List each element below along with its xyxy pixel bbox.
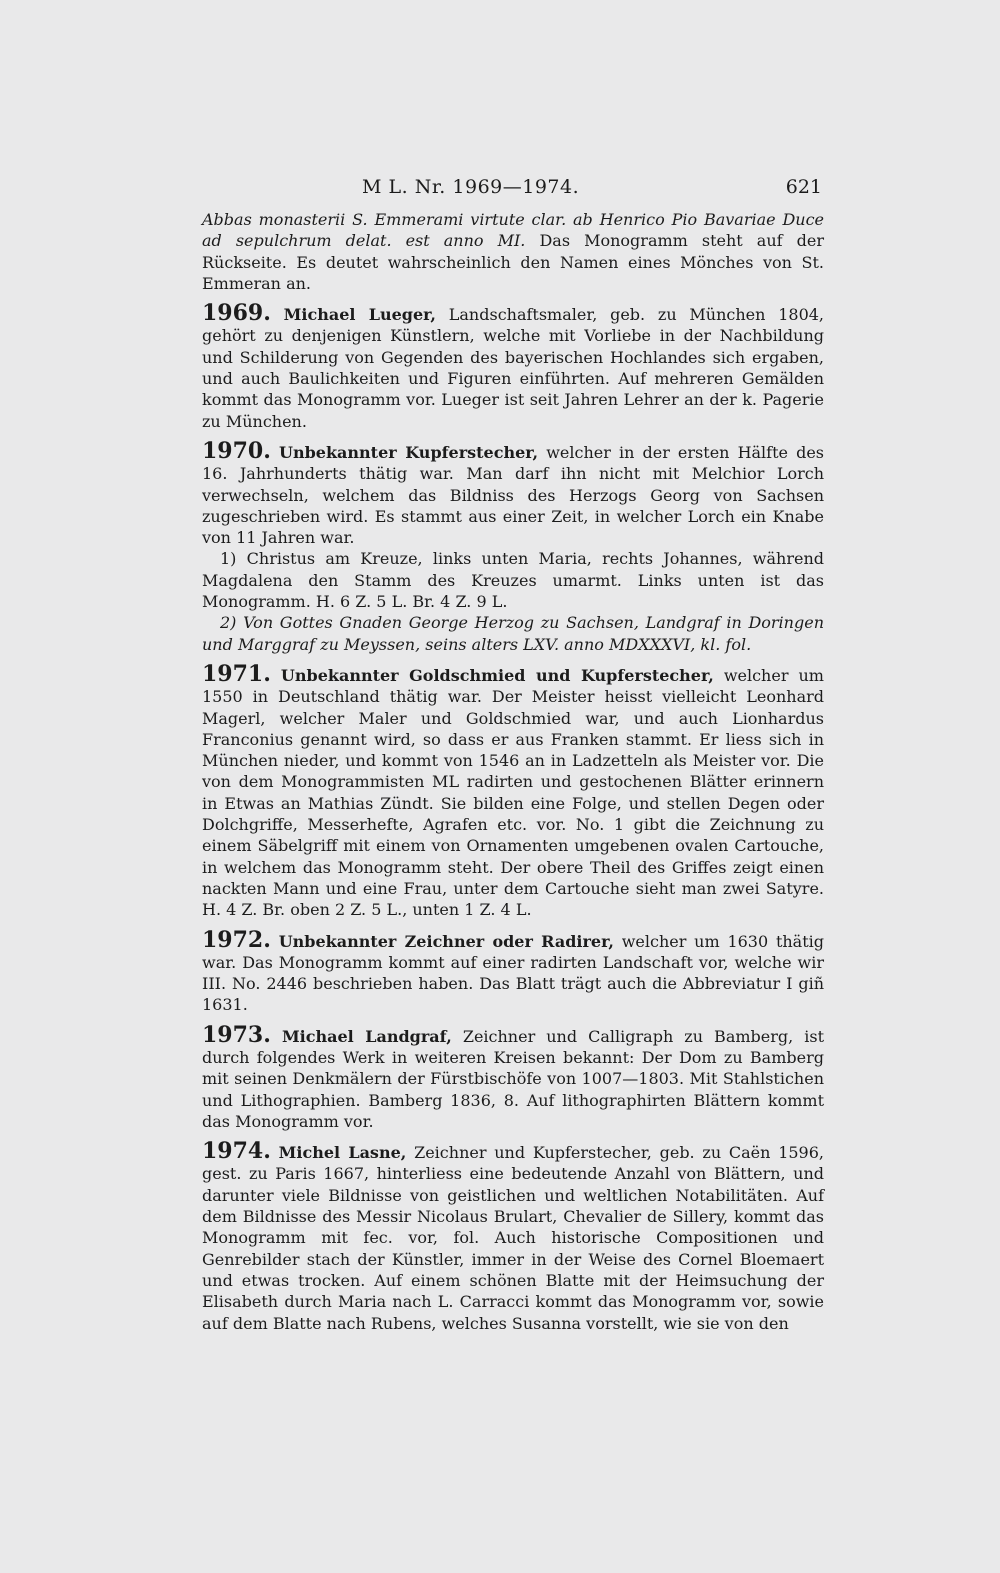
intro-paragraph — [202, 209, 824, 294]
entry-number: 1973. — [202, 1021, 271, 1048]
entry-text: Zeichner und Kupferstecher, geb. zu Caën 1596, gest. zu Paris 1667, hinterliess eine bedeutende Anzahl von Blättern, und darunter viele Bildnisse von geistlichen und weltlichen Notabilitäten. Auf dem Bildnisse des Messir Nicolaus Brulart, Chevalier de Sillery, kommt das Monogramm mit fec. vor, fol. Auch historische Compositionen und Genrebilder stach der Künstler, immer in der Weise des Cornel Bloemaert und etwas trocken. Auf einem schönen Blatte mit der Heimsuchung der Elisabeth durch Maria nach L. Carracci kommt das Monogramm vor, sowie auf dem Blatte nach Rubens, welches Susanna vorstellt, wie sie von den — [202, 1143, 825, 1333]
entry-number: 1972. — [202, 926, 271, 953]
entry-name: Michael Lueger, — [283, 305, 436, 325]
entry-1970 — [202, 437, 825, 655]
entry-text: Landschaftsmaler, geb. zu München 1804, gehört zu denjenigen Künstlern, welche mit Vorliebe in der Nachbildung und Schilderung von Gegenden des bayerischen Hochlandes sich ergaben, und auch Baulichkeiten und Figuren einführten. Auf mehreren Gemälden kommt das Monogramm vor. Lueger ist seit Jahren Lehrer an der k. Pagerie zu München. — [202, 305, 825, 431]
entry-number: 1970. — [202, 437, 271, 464]
entry-1971 — [202, 660, 824, 921]
list-item: 2) Von Gottes Gnaden George Herzog zu Sachsen, Landgraf in Doringen und Marggraf zu Meyssen, seins alters LXV. anno MDXXXVI, kl. fol. — [202, 613, 824, 654]
entry-1973 — [202, 1021, 825, 1132]
entry-1974 — [202, 1138, 825, 1334]
entry-name: Michel Lasne, — [278, 1143, 407, 1163]
entry-1969 — [202, 300, 825, 432]
list-item: 1) Christus am Kreuze, links unten Maria, rechts Johannes, während Magdalena den Stamm des Kreuzes umarmt. Links unten ist das Monogramm. H. 6 Z. 5 L. Br. 4 Z. 9 L. — [202, 549, 824, 612]
page-header — [202, 176, 822, 206]
entry-number: 1974. — [202, 1138, 271, 1165]
entry-name: Unbekannter Zeichner oder Radirer, — [278, 931, 614, 951]
entry-number: 1971. — [202, 660, 271, 687]
entry-1972 — [202, 926, 825, 1016]
intro-latin: Abbas monasterii S. Emmerami virtute clar. ab Henrico Pio Bavariae Duce ad sepulchrum delat. est anno MI. — [202, 210, 824, 251]
running-title: M L. Nr. 1969—1974. — [362, 176, 580, 198]
entry-text: Zeichner und Calligraph zu Bamberg, ist durch folgendes Werk in weiteren Kreisen bekannt: Der Dom zu Bamberg mit seinen Denkmälern der Fürstbischöfe von 1007—1803. Mit Stahlstichen und Lithographien. Bamberg 1836, 8. Auf lithographirten Blättern kommt das Monogramm vor. — [202, 1026, 825, 1131]
entry-name: Unbekannter Kupferstecher, — [279, 442, 539, 462]
entry-text: welcher in der ersten Hälfte des 16. Jahrhunderts thätig war. Man darf ihn nicht mit Melchior Lorch verwechseln, welchem das Bildniss des Herzogs Georg von Sachsen zugeschrieben wird. Es stammt aus einer Zeit, in welcher Lorch ein Knabe von 11 Jahren war. — [202, 442, 825, 548]
entry-name: Unbekannter Goldschmied und Kupferstecher, — [280, 665, 714, 685]
page-number: 621 — [785, 176, 822, 198]
entry-text: welcher um 1550 in Deutschland thätig war. Der Meister heisst vielleicht Leonhard Magerl, welcher Maler und Goldschmied war, und auch Lionhardus Franconius genannt wird, so dass er aus Franken stammt. Er liess sich in München nieder, und kommt von 1546 an in Ladzetteln als Meister vor. Die von dem Monogrammisten ML radirten und gestochenen Blätter erinnern in Etwas an Mathias Zündt. Sie bilden eine Folge, und stellen Degen oder Dolchgriffe, Messerhefte, Agrafen etc. vor. No. 1 gibt die Zeichnung zu einem Säbelgriff mit einem von Ornamenten umgebenen ovalen Cartouche, in welchem das Monogramm steht. Der obere Theil des Griffes zeigt einen nackten Mann und eine Frau, unter dem Cartouche sieht man zwei Satyre. H. 4 Z. Br. oben 2 Z. 5 L., unten 1 Z. 4 L. — [202, 665, 824, 920]
page-body — [202, 209, 824, 1334]
intro-text: Das Monogramm steht auf der Rückseite. Es deutet wahrscheinlich den Namen eines Mönches von St. Emmeran an. — [202, 231, 824, 293]
entry-name: Michael Landgraf, — [281, 1026, 452, 1046]
entry-text: welcher um 1630 thätig war. Das Monogramm kommt auf einer radirten Landschaft vor, welche wir III. No. 2446 beschrieben haben. Das Blatt trägt auch die Abbreviatur I giñ 1631. — [202, 931, 825, 1015]
entry-number: 1969. — [202, 300, 271, 327]
